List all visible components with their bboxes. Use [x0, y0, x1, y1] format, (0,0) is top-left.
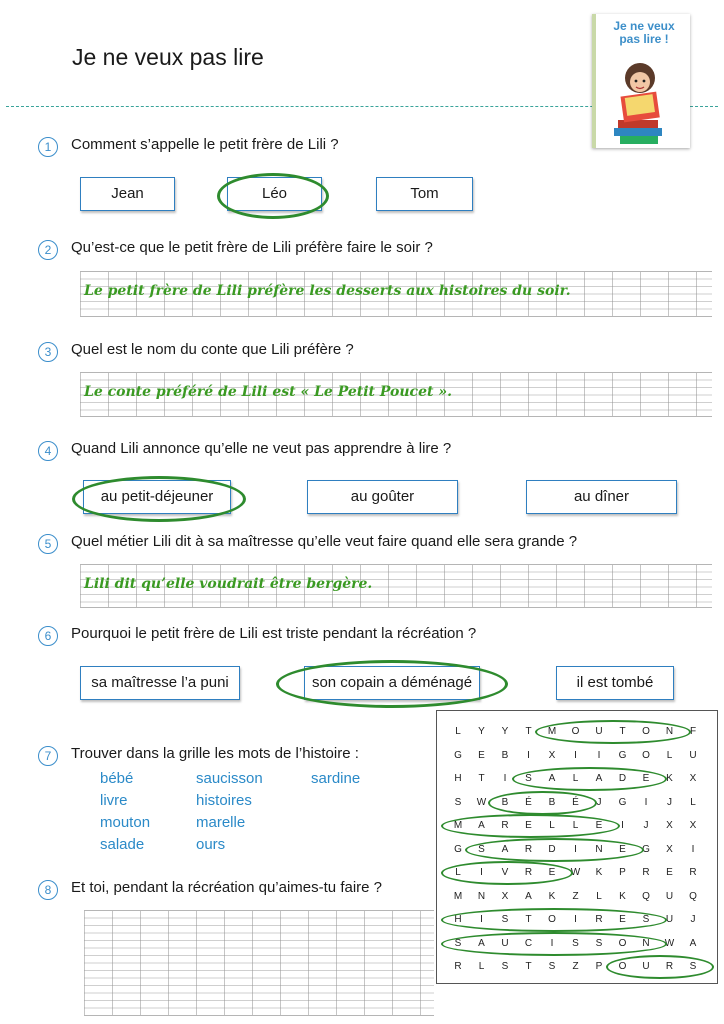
word-marelle: marelle — [196, 814, 246, 831]
grid-letter: L — [572, 820, 579, 831]
q1-option-jean[interactable]: Jean — [80, 177, 175, 211]
question-number-7: 7 — [38, 746, 58, 766]
grid-letter: V — [501, 867, 509, 878]
grid-letter: R — [665, 961, 674, 972]
q6-option-demenage[interactable]: son copain a déménagé — [304, 666, 480, 700]
question-2-text: Qu’est-ce que le petit frère de Lili préfère faire le soir ? — [71, 239, 433, 256]
q1-option-tom[interactable]: Tom — [376, 177, 473, 211]
grid-letter: O — [642, 726, 650, 737]
grid-letter: U — [642, 961, 650, 972]
grid-letter: J — [596, 796, 602, 808]
grid-letter: L — [572, 773, 579, 784]
grid-letter: I — [527, 749, 530, 761]
grid-letter: S — [501, 961, 509, 972]
question-number-5: 5 — [38, 534, 58, 554]
grid-letter: Y — [501, 726, 509, 737]
grid-letter: G — [454, 749, 462, 761]
grid-letter: R — [642, 867, 650, 878]
grid-letter: S — [454, 796, 462, 808]
grid-letter: O — [618, 937, 627, 949]
book-cover-title: Je ne veux pas lire ! — [613, 19, 675, 46]
grid-letter: L — [455, 867, 461, 878]
grid-letter: S — [548, 961, 556, 972]
grid-letter: B — [501, 796, 509, 808]
grid-letter: Y — [478, 726, 485, 737]
grid-letter: R — [689, 867, 697, 878]
question-7-text: Trouver dans la grille les mots de l’histoire : — [71, 745, 359, 762]
grid-letter: H — [454, 914, 462, 925]
grid-letter: N — [665, 726, 674, 737]
grid-letter: T — [525, 726, 532, 737]
grid-letter: R — [501, 820, 509, 831]
grid-letter: F — [689, 726, 697, 737]
grid-letter: S — [454, 937, 462, 949]
grid-letter: T — [525, 914, 532, 925]
grid-letter: I — [597, 749, 601, 761]
grid-letter: S — [642, 914, 650, 925]
found-word-circle — [465, 838, 644, 862]
q4-option-gouter[interactable]: au goûter — [307, 480, 458, 514]
grid-letter: L — [455, 726, 461, 737]
word-livre: livre — [100, 792, 128, 809]
grid-letter: L — [690, 796, 696, 808]
grid-letter: Z — [572, 961, 579, 972]
grid-letter: Q — [689, 890, 697, 902]
grid-letter: Q — [642, 890, 650, 902]
grid-letter: I — [574, 749, 577, 761]
q4-option-diner[interactable]: au dîner — [526, 480, 677, 514]
page-title: Je ne veux pas lire — [72, 44, 264, 70]
question-number-4: 4 — [38, 441, 58, 461]
grid-letter: É — [525, 796, 532, 808]
grid-letter: G — [454, 843, 462, 855]
grid-letter: X — [548, 749, 556, 761]
grid-letter: O — [642, 749, 650, 761]
question-number-8: 8 — [38, 880, 58, 900]
word-bebe: bébé — [100, 770, 134, 787]
found-word-circle — [441, 814, 620, 838]
grid-letter: R — [454, 961, 462, 972]
found-word-circle — [488, 791, 597, 815]
grid-letter: Z — [572, 890, 579, 902]
found-word-circle — [441, 932, 667, 956]
question-number-3: 3 — [38, 342, 58, 362]
grid-letter: I — [480, 867, 483, 878]
grid-letter: A — [478, 820, 485, 831]
grid-letter: I — [691, 843, 695, 855]
found-word-circle — [512, 767, 668, 791]
q3-handwritten-answer: Le conte préféré de Lili est « Le Petit Poucet ». — [84, 384, 452, 400]
word-sardine: sardine — [311, 770, 361, 787]
grid-letter: S — [595, 937, 603, 949]
grid-letter: I — [503, 773, 507, 784]
grid-letter: J — [690, 914, 696, 925]
grid-letter: M — [547, 726, 557, 737]
grid-letter: O — [571, 726, 580, 737]
grid-letter: N — [595, 843, 603, 855]
grid-letter: R — [524, 843, 533, 855]
question-number-6: 6 — [38, 626, 58, 646]
grid-letter: P — [595, 961, 603, 972]
grid-letter: T — [525, 961, 532, 972]
grid-letter: I — [550, 937, 554, 949]
grid-letter: S — [478, 843, 485, 855]
grid-letter: R — [595, 914, 603, 925]
grid-letter: O — [548, 914, 556, 925]
grid-letter: X — [689, 820, 697, 831]
book-cover-image — [592, 14, 690, 148]
grid-letter: L — [478, 961, 485, 972]
word-histoires: histoires — [196, 792, 252, 809]
grid-letter: N — [642, 937, 650, 949]
q1-option-leo[interactable]: Léo — [227, 177, 322, 211]
grid-letter: C — [524, 937, 533, 949]
grid-letter: B — [548, 796, 556, 808]
grid-letter: X — [666, 820, 673, 831]
grid-letter: A — [478, 937, 485, 949]
question-number-1: 1 — [38, 137, 58, 157]
grid-letter: J — [667, 796, 672, 808]
grid-letter: X — [501, 890, 509, 902]
question-4-text: Quand Lili annonce qu’elle ne veut pas apprendre à lire ? — [71, 440, 452, 457]
question-number-2: 2 — [38, 240, 58, 260]
found-word-circle — [535, 720, 691, 744]
grid-letter: H — [454, 773, 462, 784]
word-mouton: mouton — [100, 814, 151, 831]
grid-letter: K — [548, 890, 556, 902]
grid-letter: P — [619, 867, 626, 878]
grid-letter: D — [548, 843, 556, 855]
grid-letter: G — [642, 843, 650, 855]
grid-letter: R — [524, 867, 533, 878]
grid-letter: J — [643, 820, 649, 831]
grid-letter: M — [453, 890, 463, 902]
grid-letter: I — [480, 914, 483, 925]
grid-letter: X — [666, 843, 673, 855]
grid-letter: E — [595, 820, 603, 831]
question-8-text: Et toi, pendant la récréation qu’aimes-tu faire ? — [71, 879, 383, 896]
grid-letter: U — [689, 749, 697, 761]
grid-letter: L — [596, 890, 602, 902]
grid-letter: E — [619, 843, 626, 855]
grid-letter: E — [642, 773, 650, 784]
found-word-circle — [441, 908, 667, 932]
grid-letter: K — [595, 867, 603, 878]
grid-letter: K — [619, 890, 626, 902]
grid-letter: O — [618, 961, 627, 972]
grid-letter: L — [666, 749, 673, 761]
question-6-text: Pourquoi le petit frère de Lili est triste pendant la récréation ? — [71, 625, 477, 642]
grid-letter: L — [549, 820, 555, 831]
grid-letter: É — [572, 796, 579, 808]
question-3-text: Quel est le nom du conte que Lili préfère ? — [71, 341, 354, 358]
grid-letter: A — [525, 890, 532, 902]
grid-letter: I — [574, 914, 577, 925]
grid-letter: W — [664, 937, 675, 949]
grid-letter: T — [478, 773, 485, 784]
grid-letter: S — [572, 937, 579, 949]
grid-letter: I — [621, 820, 624, 831]
grid-letter: A — [595, 773, 603, 784]
q8-writing-area[interactable] — [84, 910, 434, 1016]
grid-letter: X — [689, 773, 697, 784]
grid-letter: U — [665, 914, 674, 925]
grid-letter: N — [477, 890, 486, 902]
grid-letter: I — [644, 796, 648, 808]
grid-letter: W — [476, 796, 487, 808]
word-salade: salade — [100, 836, 145, 853]
grid-letter: G — [618, 749, 627, 761]
grid-letter: E — [619, 914, 626, 925]
grid-letter: E — [525, 820, 532, 831]
grid-letter: S — [525, 773, 532, 784]
grid-letter: S — [689, 961, 697, 972]
grid-letter: A — [689, 937, 697, 949]
grid-letter: W — [570, 867, 581, 878]
grid-letter: T — [619, 726, 626, 737]
q6-option-puni[interactable]: sa maîtresse l’a puni — [80, 666, 240, 700]
q4-option-petit-dejeuner[interactable]: au petit-déjeuner — [83, 480, 231, 514]
grid-letter: G — [618, 796, 627, 808]
word-saucisson: saucisson — [196, 770, 263, 787]
grid-letter: K — [666, 773, 673, 784]
word-ours: ours — [196, 836, 226, 853]
question-1-text: Comment s’appelle le petit frère de Lili ? — [71, 136, 339, 153]
grid-letter: S — [501, 914, 509, 925]
grid-letter: E — [548, 867, 556, 878]
grid-letter: U — [501, 937, 509, 949]
grid-letter: M — [453, 820, 463, 831]
grid-letter: U — [665, 890, 674, 902]
grid-letter: E — [478, 749, 485, 761]
girl-reading-illustration — [596, 54, 686, 148]
found-word-circle — [606, 955, 715, 979]
question-5-text: Quel métier Lili dit à sa maîtresse qu’elle veut faire quand elle sera grande ? — [71, 533, 578, 550]
q6-option-tombe[interactable]: il est tombé — [556, 666, 674, 700]
grid-letter: A — [501, 843, 509, 855]
word-search-grid — [436, 710, 718, 984]
grid-letter: E — [666, 867, 673, 878]
grid-letter: B — [501, 749, 509, 761]
found-word-circle — [441, 861, 573, 885]
grid-letter: D — [618, 773, 627, 784]
grid-letter: U — [595, 726, 603, 737]
grid-letter: A — [548, 773, 556, 784]
grid-letter: I — [574, 843, 577, 855]
q2-handwritten-answer: Le petit frère de Lili préfère les desserts aux histoires du soir. — [84, 283, 571, 299]
q5-handwritten-answer: Lili dit qu’elle voudrait être bergère. — [84, 576, 373, 592]
